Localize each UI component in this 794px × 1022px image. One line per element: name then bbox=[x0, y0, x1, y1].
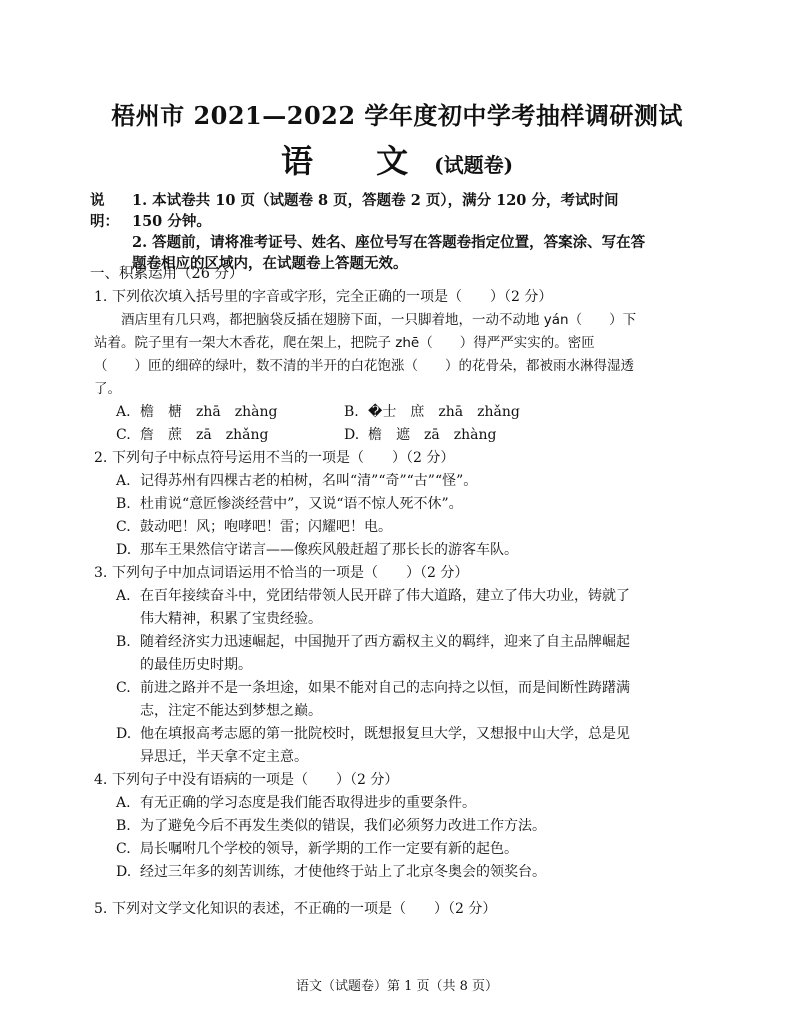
instruction-row-1 bbox=[90, 190, 650, 232]
option-b: B. �士 庶 zhā zhǎng bbox=[344, 404, 520, 420]
question-4 bbox=[94, 769, 639, 792]
option-c: C. 詹 蔗 zā zhǎng bbox=[116, 427, 269, 443]
instruction-item-2: 2. 答题前，请将准考证号、姓名、座位号写在答题卷指定位置，答案涂、写在答题卷相应的区域内，在试题卷上答题无效。 bbox=[132, 234, 646, 272]
option-a: A. 在百年接续奋斗中，党团结带领人民开辟了伟大道路，建立了伟大功业，铸就了伟大精神，积累了宝贵经验。 bbox=[116, 588, 630, 627]
subject-heading bbox=[0, 136, 794, 182]
instruction-label: 说明： bbox=[90, 192, 119, 230]
page-footer: 语文（试题卷）第 1 页（共 8 页） bbox=[295, 979, 499, 994]
question-5 bbox=[94, 898, 639, 921]
option-b: B. 杜甫说“意匠惨淡经营中”，又说“语不惊人死不休”。 bbox=[116, 496, 463, 512]
subject-name: 语 文 bbox=[280, 142, 435, 180]
question-number: 2. bbox=[94, 450, 108, 466]
question-stem: 下列句子中标点符号运用不当的一项是（ ）（2 分） bbox=[112, 450, 455, 466]
question-1-options bbox=[94, 401, 639, 447]
question-number: 1. bbox=[94, 289, 108, 305]
instruction-item-1: 1. 本试卷共 10 页（试题卷 8 页，答题卷 2 页），满分 120 分，考试时间 150 分钟。 bbox=[132, 192, 619, 230]
option-a: A. 记得苏州有四棵古老的柏树，名叫“清”“奇”“古”“怪”。 bbox=[116, 473, 478, 489]
question-3 bbox=[94, 562, 639, 585]
option-c: C. 鼓动吧！风；咆哮吧！雷；闪耀吧！电。 bbox=[116, 519, 392, 535]
question-1 bbox=[94, 286, 639, 309]
question-2 bbox=[94, 447, 639, 470]
question-stem: 下列依次填入括号里的字音或字形，完全正确的一项是（ ）（2 分） bbox=[112, 289, 553, 305]
option-d: D. 檐 遮 zā zhàng bbox=[344, 427, 497, 443]
page-title: 梧州市 2021—2022 学年度初中学考抽样调研测试 bbox=[111, 101, 683, 130]
option-c: C. 前进之路并不是一条坦途，如果不能对自己的志向持之以恒，而是间断性踌躇满志，注定不能达到梦想之巅。 bbox=[116, 680, 630, 719]
question-number: 3. bbox=[94, 565, 108, 581]
question-stem: 下列句子中没有语病的一项是（ ）（2 分） bbox=[112, 772, 399, 788]
option-a: A. 有无正确的学习态度是我们能否取得进步的重要条件。 bbox=[116, 795, 476, 811]
option-d: D. 他在填报高考志愿的第一批院校时，既想报复旦大学，又想报中山大学，总是见异思迁，半天拿不定主意。 bbox=[116, 726, 630, 765]
option-b: B. 为了避免今后不再发生类似的错误，我们必须努力改进工作方法。 bbox=[116, 818, 546, 834]
question-number: 5. bbox=[94, 901, 108, 917]
option-b: B. 随着经济实力迅速崛起，中国抛开了西方霸权主义的羁绊，迎来了自主品牌崛起的最佳历史时期。 bbox=[116, 634, 630, 673]
option-a: A. 檐 榶 zhā zhàng bbox=[116, 404, 278, 420]
question-stem: 下列对文学文化知识的表述，不正确的一项是（ ）（2 分） bbox=[112, 901, 497, 917]
option-d: D. 那车王果然信守诺言——像疾风般赶超了那长长的游客车队。 bbox=[116, 542, 518, 558]
section-title: 一、积累运用（26 分） bbox=[90, 266, 244, 282]
option-c: C. 局长嘱咐几个学校的领导，新学期的工作一定要有新的起色。 bbox=[116, 841, 518, 857]
option-d: D. 经过三年多的刻苦训练，才使他终于站上了北京冬奥会的领奖台。 bbox=[116, 864, 546, 880]
question-stem: 下列句子中加点词语运用不恰当的一项是（ ）（2 分） bbox=[112, 565, 469, 581]
question-number: 4. bbox=[94, 772, 108, 788]
questions bbox=[94, 286, 639, 921]
question-1-passage: 酒店里有几只鸡，都把脑袋反插在翅膀下面，一只脚着地，一动不动地 yán（ ）下站着。院子里有一架大木香花，爬在架上，把院子 zhē（ ）得严严实实的。密匝（ ）匝的细碎的绿叶，数不清的半开的白花饱涨（ ）的花骨朵，都被雨水淋得湿透了。 bbox=[94, 312, 637, 397]
subject-note: (试题卷) bbox=[434, 153, 514, 177]
